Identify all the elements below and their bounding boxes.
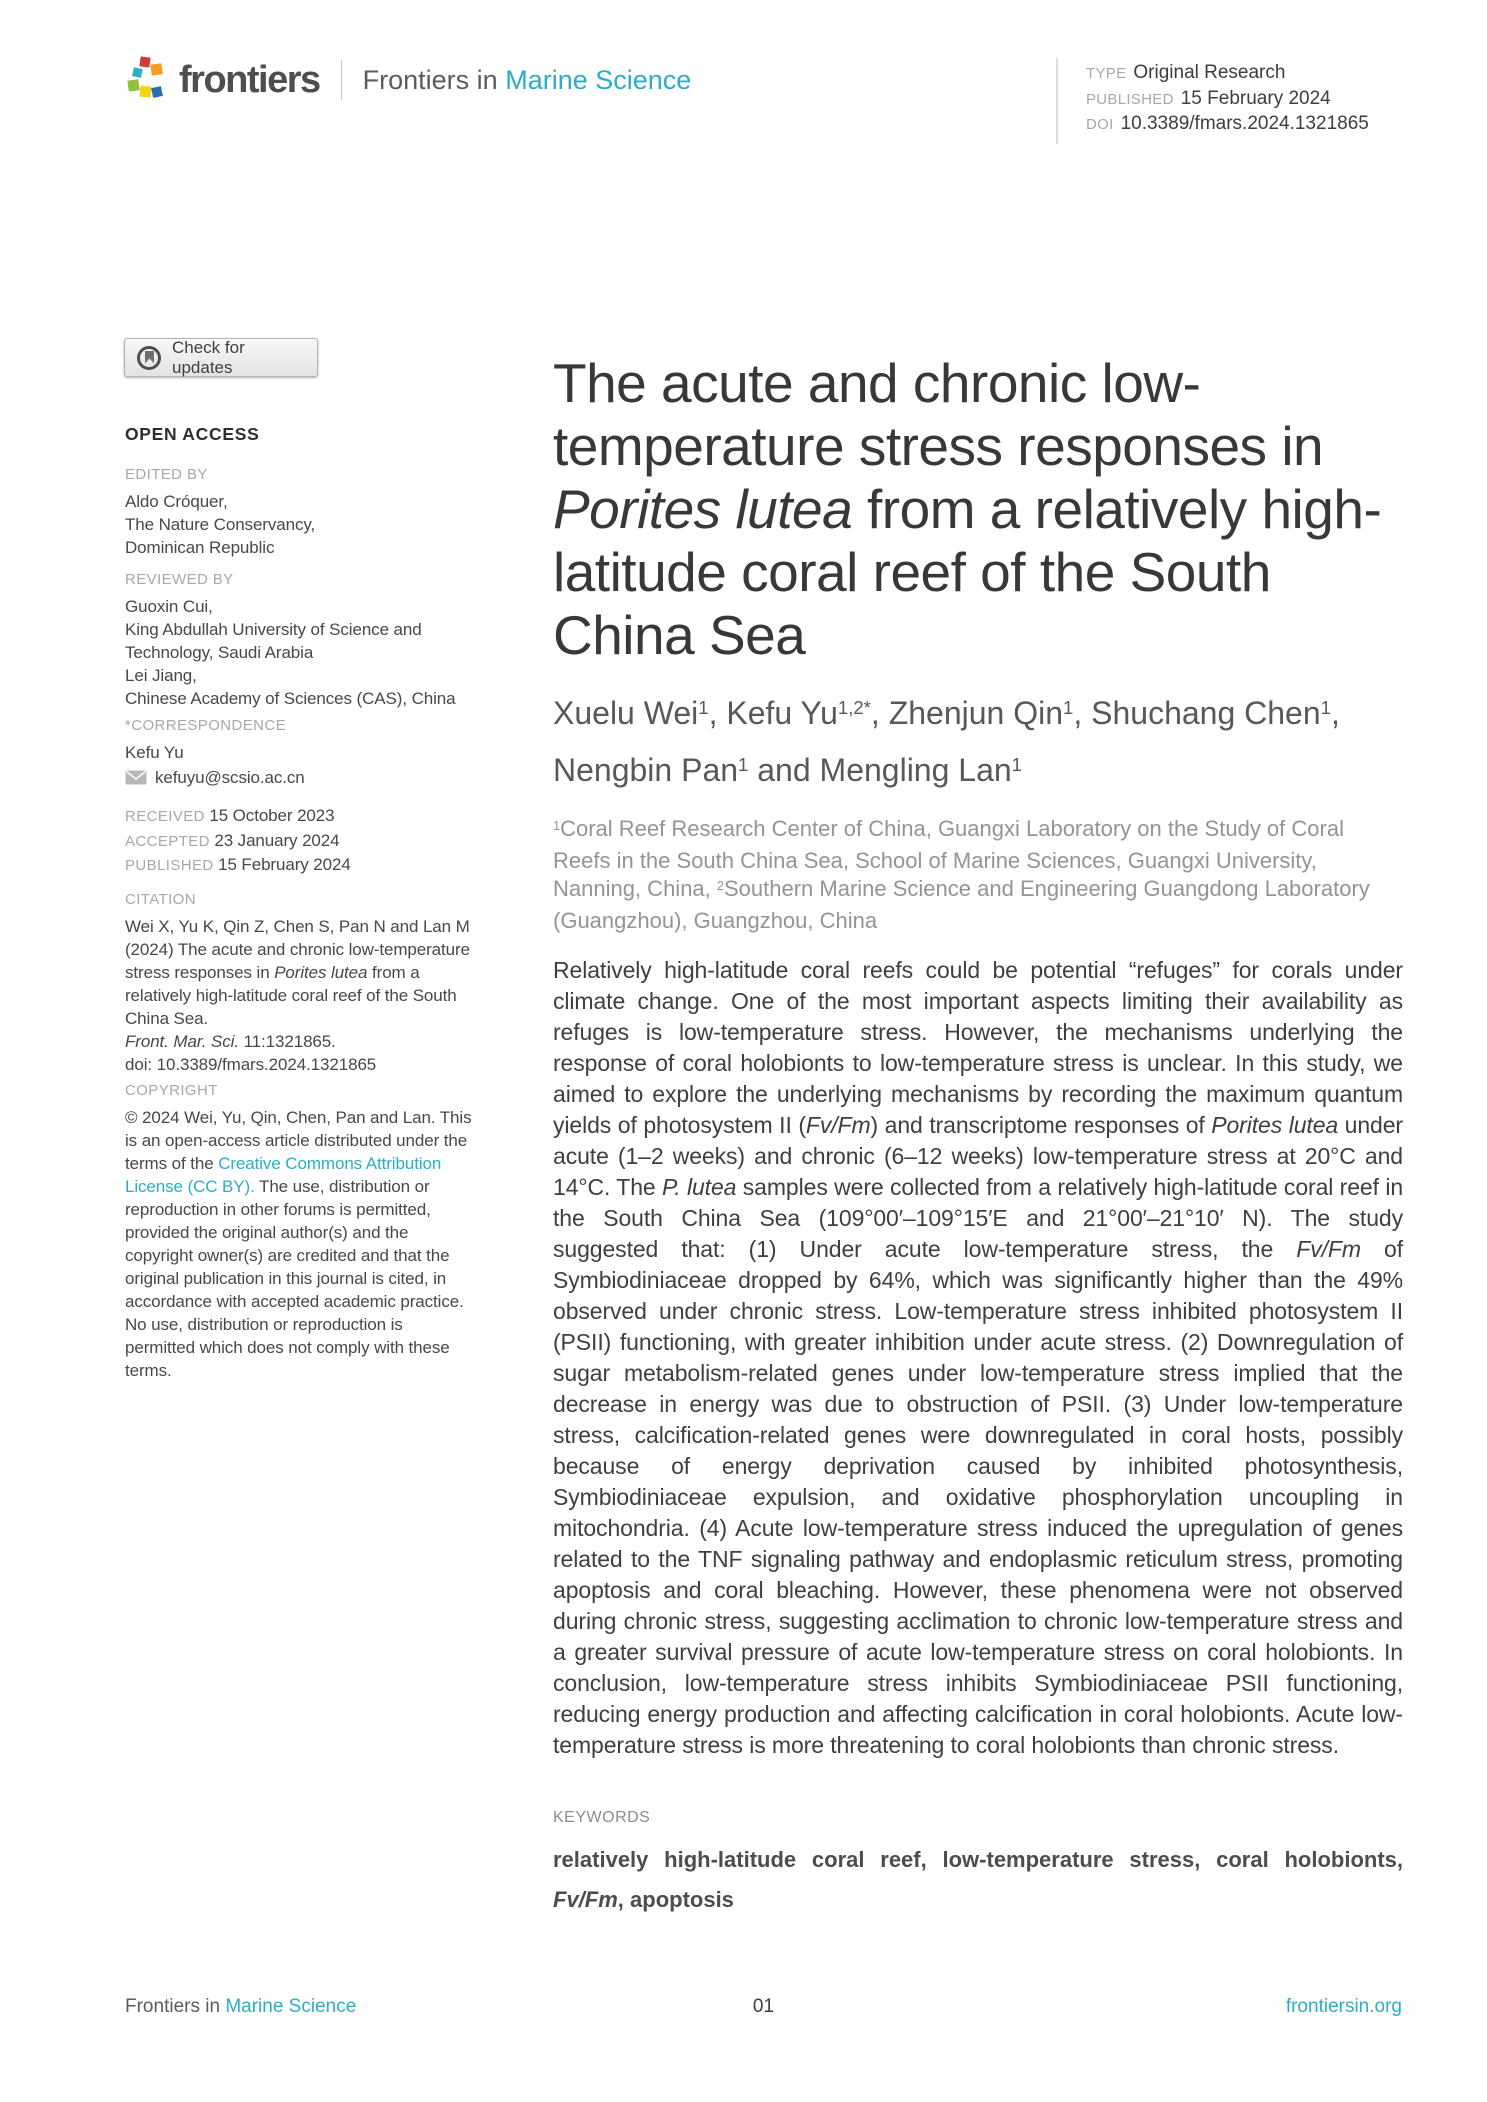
meta-value-type: Original Research	[1133, 62, 1286, 83]
reviewer-name: Lei Jiang,	[125, 666, 197, 685]
meta-label-doi: DOI	[1086, 116, 1114, 133]
header-brand-row	[125, 56, 691, 104]
edited-by-label: EDITED BY	[125, 466, 208, 483]
edited-by-block	[125, 466, 475, 559]
header-meta	[1056, 58, 1369, 144]
published-label: PUBLISHED	[125, 857, 214, 874]
page-number: 01	[752, 1996, 775, 2017]
meta-label-published: PUBLISHED	[1086, 90, 1174, 108]
meta-row-published	[1086, 87, 1369, 113]
reviewed-by-label: REVIEWED BY	[125, 571, 234, 588]
published-row	[125, 853, 475, 878]
keywords-label: KEYWORDS	[553, 1809, 651, 1826]
meta-row-type	[1086, 61, 1369, 87]
accepted-date: 23 January 2024	[214, 830, 340, 850]
article-title: The acute and chronic low-temperature stress responses in Porites lutea from a relatively high-latitude coral reef of the South China Sea	[553, 352, 1382, 666]
citation-block	[125, 891, 475, 1076]
copyright-label: COPYRIGHT	[125, 1082, 218, 1099]
accepted-row	[125, 829, 475, 854]
copyright-text: © 2024 Wei, Yu, Qin, Chen, Pan and Lan. This is an open-access article distributed under the terms of the Creative Commons Attribution License (CC BY). The use, distribution or reproduction in other forums is permitted, provided the original author(s) and the copyright owner(s) are credited and that the original publication in this journal is cited, in accordance with accepted academic practice. No use, distribution or reproduction is permitted which does not comply with these terms.	[125, 1108, 472, 1380]
meta-row-doi	[1086, 112, 1369, 138]
author-list: Xuelu Wei$^1$, Kefu $Yu^{1,2*}$, Zhenjun Qin$^1$, Shuchang Chen$^1$, Nengbin Pan$^1$ and Mengling Lan$^1$	[553, 695, 1340, 788]
edited-by-line: Dominican Republic	[125, 538, 275, 557]
citation-label: CITATION	[125, 891, 196, 908]
edited-by-line: The Nature Conservancy,	[125, 515, 316, 534]
bookmark-icon	[145, 351, 154, 364]
open-access-badge: OPEN ACCESS	[125, 424, 260, 444]
correspondence-email-link[interactable]: kefuyu@scsio.ac.cn	[155, 768, 305, 787]
journal-prefix: Frontiers in	[362, 64, 498, 95]
journal-title	[363, 65, 692, 96]
meta-value-published: 15 February 2024	[1180, 87, 1331, 109]
frontiers-logo-icon	[125, 56, 169, 104]
footer-journal-name: Marine Science	[225, 1996, 357, 2017]
crossmark-icon	[137, 346, 161, 370]
affiliations: $^1$Coral Reef Research Center of China, Guangxi Laboratory on the Study of Coral Reefs in the South China Sea, School of Marine Sciences, Guangxi University, Nanning, China, $^2$Southern Marine Science and Engineering Guangdong Laboratory (Guangzhou), Guangzhou, China	[553, 816, 1370, 933]
reviewed-by-block	[125, 571, 475, 710]
meta-label-type: TYPE	[1086, 65, 1127, 82]
reviewer-affiliation: King Abdullah University of Science and Technology, Saudi Arabia	[125, 620, 422, 662]
published-date: 15 February 2024	[218, 855, 351, 874]
edited-by-line: Aldo Cróquer,	[125, 492, 228, 511]
footer-journal-prefix: Frontiers in	[125, 1996, 221, 2017]
article-column	[553, 352, 1403, 1920]
received-date: 15 October 2023	[209, 806, 335, 825]
header-divider	[341, 60, 342, 100]
footer-journal	[125, 1996, 356, 2018]
check-for-updates-label: Check for updates	[172, 337, 245, 377]
correspondence-block	[125, 717, 475, 789]
footer-site-link[interactable]: frontiersin.org	[1285, 1996, 1402, 2017]
accepted-label: ACCEPTED	[125, 832, 210, 850]
correspondence-email-row	[125, 766, 475, 789]
journal-name: Marine Science	[505, 64, 692, 95]
citation-text: Wei X, Yu K, Qin Z, Chen S, Pan N and Lan M (2024) The acute and chronic low-temperature stress responses in Porites lutea from a relatively high-latitude coral reef of the South China Sea. Front. Mar. Sci. 11:1321865. doi: 10.3389/fmars.2024.1321865	[125, 917, 470, 1074]
history-dates-block	[125, 804, 475, 878]
received-row	[125, 804, 475, 829]
correspondence-name: Kefu Yu	[125, 743, 184, 762]
reviewer-name: Guoxin Cui,	[125, 597, 213, 616]
brand-wordmark: frontiers	[179, 58, 320, 101]
correspondence-label: *CORRESPONDENCE	[125, 717, 287, 734]
abstract-text: Relatively high-latitude coral reefs could be potential “refuges” for corals under climate change. One of the most important aspects limiting their availability as refuges is low-temperature stress. However, the mechanisms underlying the response of coral holobionts to low-temperature stress is unclear. In this study, we aimed to explore the underlying mechanisms by recording the maximum quantum yields of photosystem II (Fv/Fm) and transcriptome responses of Porites lutea under acute (1–2 weeks) and chronic (6–12 weeks) low-temperature stress at 20°C and 14°C. The P. lutea samples were collected from a relatively high-latitude coral reef in the South China Sea (109°00′–109°15′E and 21°00′–21°10′ N). The study suggested that: (1) Under acute low-temperature stress, the Fv/Fm of Symbiodiniaceae dropped by 64%, which was significantly higher than the 49% observed under chronic stress. Low-temperature stress inhibited photosystem II (PSII) functioning, with greater inhibition under acute stress. (2) Downregulation of sugar metabolism-related genes under low-temperature stress implied that the decrease in energy was due to obstruction of PSII. (3) Under low-temperature stress, calcification-related genes were downregulated in coral hosts, possibly because of energy deprivation caused by inhibited photosynthesis, Symbiodiniaceae expulsion, and oxidative phosphorylation uncoupling in mitochondria. (4) Acute low-temperature stress induced the upregulation of genes related to the TNF signaling pathway and endoplasmic reticulum stress, promoting apoptosis and coral bleaching. However, these phenomena were not observed during chronic stress, suggesting acclimation to chronic low-temperature stress and a greater survival pressure of acute low-temperature stress on coral holobionts. In conclusion, low-temperature stress inhibits Symbiodiniaceae PSII functioning, reducing energy production and affecting calcification in coral holobionts. Acute low-temperature stress is more threatening to coral holobionts than chronic stress.	[553, 957, 1404, 1758]
copyright-block	[125, 1082, 475, 1382]
check-for-updates-button[interactable]	[124, 338, 318, 377]
keywords-text: relatively high-latitude coral reef, low-temperature stress, coral holobionts, Fv/Fm, apoptosis	[553, 1847, 1403, 1912]
envelope-icon	[125, 770, 147, 785]
meta-value-doi: 10.3389/fmars.2024.1321865	[1120, 113, 1369, 134]
received-label: RECEIVED	[125, 808, 205, 825]
reviewer-affiliation: Chinese Academy of Sciences (CAS), China	[125, 689, 456, 708]
